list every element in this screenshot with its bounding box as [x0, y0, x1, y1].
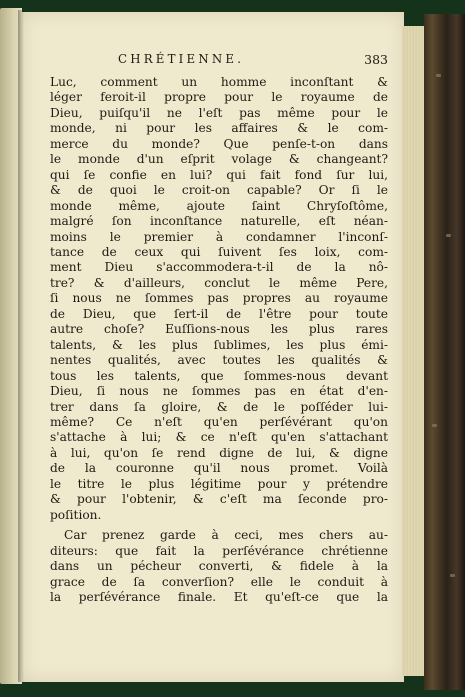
text-line: talents, & les plus ſublimes, les plus émi- [50, 337, 388, 352]
text-line: le monde d'un eſprit volage & changeant? [50, 152, 388, 167]
cover-wear-mark [432, 424, 437, 427]
page-header [118, 52, 388, 70]
text-line: tre? & d'ailleurs, conclut le même Pere, [50, 275, 388, 290]
text-line: la perſévérance finale. Et qu'eſt-ce que la [50, 589, 388, 604]
text-line: poſition. [50, 507, 102, 522]
text-line: Dieu, puiſqu'il ne l'eſt pas même pour le [50, 105, 388, 120]
text-line: moins le premier à condamner l'inconſ- [50, 229, 388, 244]
text-line: Dieu, ſi nous ne ſommes pas en état d'en- [50, 384, 388, 399]
cover-wear-mark [436, 74, 441, 77]
book-cover [424, 14, 465, 690]
text-line: léger feroit-il propre pour le royaume de [50, 90, 388, 105]
text-line: & pour l'obtenir, & c'eſt ma ſeconde pro- [50, 492, 388, 507]
text-line: de la couronne qu'il nous promet. Voilà [50, 461, 388, 476]
text-line: merce du monde? Que penſe-t-on dans [50, 136, 388, 151]
text-line: le titre le plus légitime pour y prétendre [50, 476, 388, 491]
text-line: tous les talents, que ſommes-nous devant [50, 368, 388, 383]
cover-wear-mark [446, 234, 451, 237]
text-line: s'attache à lui; & ce n'eſt qu'en s'attachant [50, 430, 388, 445]
text-line: dans un pécheur converti, & fidele à la [50, 559, 388, 574]
text-line: monde même, ajoute ſaint Chryſoſtôme, [50, 198, 388, 213]
text-line: Car prenez garde à ceci, mes chers au- [64, 528, 388, 543]
text-line: qui ſe confie en lui? qui fait fond ſur lui, [50, 167, 388, 182]
text-line: autre choſe? Euſſions-nous les plus rares [50, 322, 388, 337]
text-line: trer dans ſa gloire, & de le poſſéder lui- [50, 399, 388, 414]
paragraph-2 [50, 528, 388, 605]
page-gutter-shadow [18, 10, 24, 682]
text-line: ſi nous ne ſommes pas propres au royaume [50, 291, 388, 306]
text-line: monde, ni pour les affaires & le com- [50, 121, 388, 136]
text-line: diteurs: que fait la perſévérance chrétienne [50, 543, 388, 558]
running-head: CHRÉTIENNE. [118, 52, 245, 66]
cover-wear-mark [450, 574, 455, 577]
text-line: même? Ce n'eſt qu'en perſévérant qu'on [50, 414, 388, 429]
body-text [50, 75, 388, 605]
text-line: & de quoi le croit-on capable? Or ſi le [50, 183, 388, 198]
text-line: à lui, qu'on ſe rend digne de lui, & digne [50, 445, 388, 460]
text-line: tance de ceux qui ſuivent ſes loix, com- [50, 244, 388, 259]
text-line: Luc, comment un homme inconſtant & [50, 75, 388, 89]
paragraph-1 [50, 75, 388, 523]
page-number: 383 [364, 52, 388, 67]
page-stack-edges [402, 26, 424, 676]
text-line: ment Dieu s'accommodera-t-il de la nô- [50, 260, 388, 275]
text-line: de Dieu, que ſert-il de l'être pour toute [50, 306, 388, 321]
text-line: malgré ſon inconſtance naturelle, eſt néan- [50, 214, 388, 229]
text-line: nentes qualités, avec toutes les qualités & [50, 353, 388, 368]
text-line: grace de ſa converſion? elle le conduit à [50, 574, 388, 589]
